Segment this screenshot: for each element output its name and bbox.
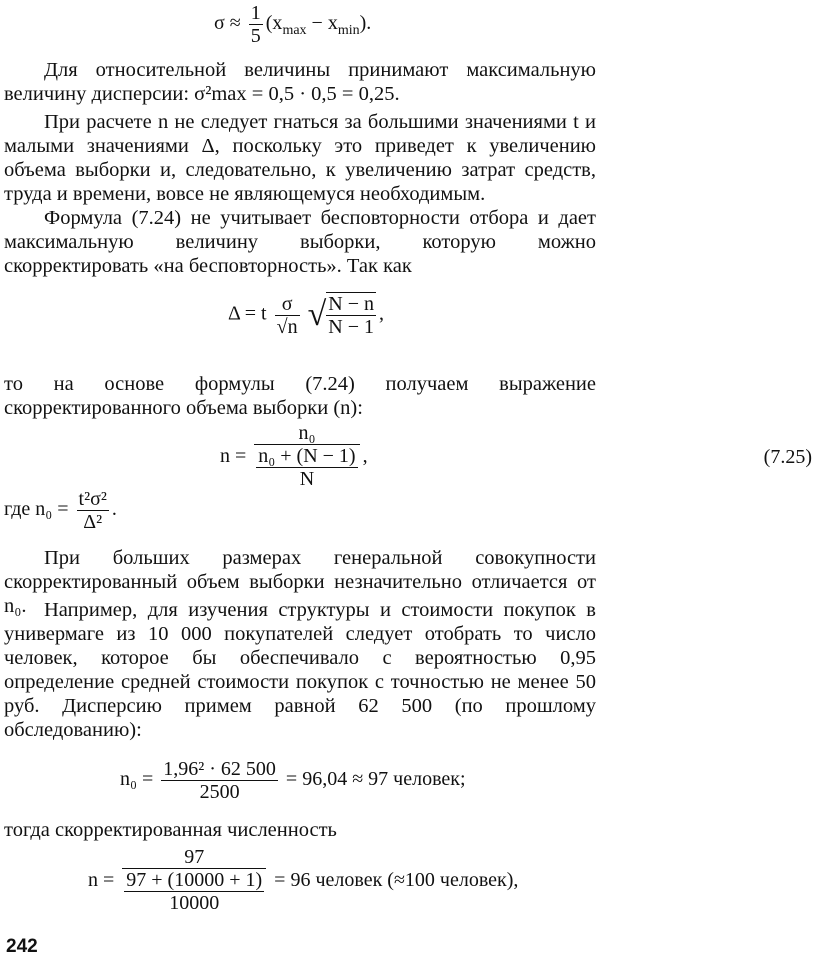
formula-7-25: n = $\frac{\text{n₀}}{\frac{\text{n₀ + (N − 1)}}{N}}$ , (7.25) [220,422,812,490]
inner-fraction: $\frac{\text{n₀ + (N − 1)}}{N}$ [258,445,356,490]
fraction-under-radical: $\frac{N - n}{N - 1}$ [328,293,374,338]
formula-delta: Δ = t $\frac{\sigma}{√n}$ √ $\frac{N - n}{N - 1}$ , [228,292,384,338]
fraction: $\frac{\text{1,96² · 62 500}}{2500}$ [163,758,276,803]
paragraph-calculation: При расчете n не следует гнаться за большими значениями t и малыми значениями Δ, поскольку это приведет к увеличению объема выборки и, следовательно, к увеличению затрат средств, труда и времени, вовсе не являющемуся необходимым. [4,111,596,205]
page-number: 242 [6,936,38,957]
inner-fraction: $\frac{97 + (10000 + 1)}{10000}$ [126,869,263,914]
fraction: $\frac{\text{t²σ²}}{\text{Δ²}}$ [78,488,107,533]
fraction: $\frac{97}{\frac{97 + (10000 + 1)}{10000}}$ [122,846,266,914]
formula-example-n: n = $\frac{97}{\frac{97 + (10000 + 1)}{10000}}$ = 96 человек (≈100 человек), [88,846,519,914]
fraction: $\frac{\text{n₀}}{\frac{\text{n₀ + (N − 1)}}{N}}$ [254,422,359,490]
formula-example-n0: n₀ = $\frac{\text{1,96² · 62 500}}{2500}$ = 96,04 ≈ 97 человек; [120,758,466,803]
formula-n0-definition: где n₀ = $\frac{\text{t²σ²}}{\text{Δ²}}$ . [4,488,117,533]
radical-sign: √ [307,296,327,333]
paragraph-formula-7-24: Формула (7.24) не учитывает бесповторности отбора и дает максимальную величину выборки, которую можно скорректировать «на бесповторность». Так как [4,207,596,277]
paragraph-large-population: При больших размерах генеральной совокупности скорректированный объем выборки незначительно отличается от n₀. [4,547,596,617]
formula-sigma-estimate: σ ≈ $\frac{1}{5}$ $(x_{max} - x_{min})$. [214,2,372,47]
paragraph-dispersion: Для относительной величины принимают максимальную величину дисперсии: σ²max = 0,5 · 0,5 = 0,25. [4,59,596,105]
equation-number: (7.25) [763,446,812,468]
fraction: $\frac{1}{5}$ [250,2,261,47]
fraction: $\frac{\sigma}{√n}$ [276,292,298,338]
paragraph-example: Например, для изучения структуры и стоимости покупок в универмаге из 10 000 покупателей следует отобрать то число человек, которое бы обеспечивало с вероятностью 0,95 определение средней стоимости покупок с точностью не менее 50 руб. Дисперсию примем равной 62 500 (по прошлому обследованию): [4,599,596,741]
paragraph-based-on: то на основе формулы (7.24) получаем выражение скорректированного объема выборки (n): [4,373,596,419]
paragraph-then: тогда скорректированная численность [4,819,337,841]
